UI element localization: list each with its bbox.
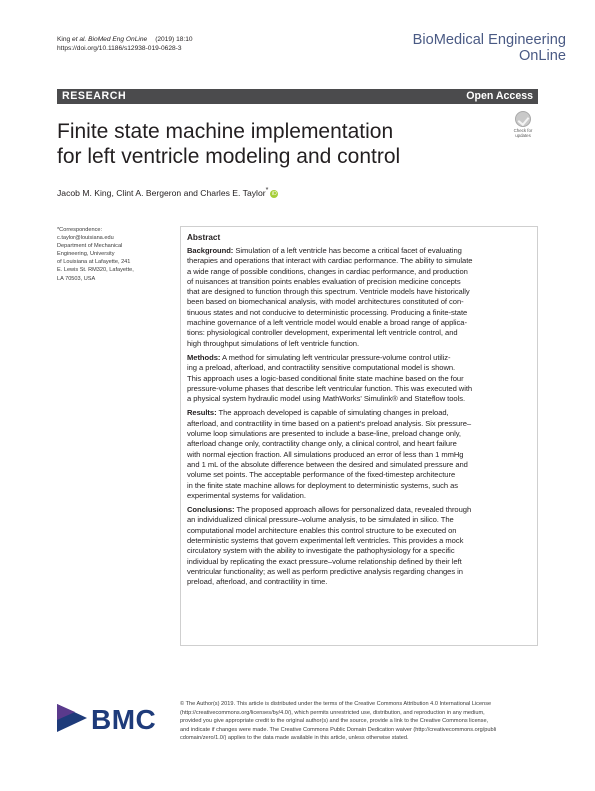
abstract-line [187, 308, 531, 318]
abstract-line [187, 297, 531, 307]
abstract-line-text: machine governance of a left ventricle model would enable a broad range of applica- [187, 318, 467, 328]
affiliation-line: Engineering, University [57, 251, 115, 258]
abstract-section-label: Methods: [187, 352, 221, 362]
abstract-line-text: ing a preload, afterload, and contractility sensitive computational model is shown. [187, 363, 456, 373]
abstract-line-text: ventricular functionality; as well as perform predictive analysis regarding changes in [187, 566, 463, 576]
author-list [57, 186, 278, 198]
license-line: and indicate if changes were made. The Creative Commons Public Domain Dedication waiver (http://creativecommons.org/publi [180, 726, 497, 733]
open-access-label: Open Access [466, 90, 533, 102]
abstract-line [187, 536, 531, 546]
abstract-line [187, 450, 531, 460]
journal-title [413, 32, 566, 64]
orcid-icon[interactable]: iD [272, 190, 277, 197]
check-for-updates-badge[interactable] [510, 111, 536, 139]
check-updates-icon [515, 111, 531, 127]
abstract-section-label: Conclusions: [187, 505, 235, 515]
abstract-section-methods [187, 353, 531, 404]
article-title [57, 119, 477, 169]
abstract-line [187, 363, 531, 373]
correspondence-label: *Correspondence: [57, 227, 103, 233]
journal-title-line-1: BioMedical Engineering [412, 32, 566, 48]
abstract-line-text: that are designed to function through this spectrum. Ventricle models have historically [187, 287, 470, 297]
journal-title-line-2: OnLine [518, 48, 566, 64]
abstract-line [187, 246, 531, 256]
abstract-line-text: computational model architecture enables this control structure to be executed on [187, 525, 457, 535]
abstract-line [187, 408, 531, 418]
abstract-line [187, 287, 531, 297]
abstract-section-label: Results: [187, 408, 217, 418]
citation-year: (2019) 18:10 [155, 36, 193, 43]
abstract-line [187, 557, 531, 567]
license-text [180, 700, 540, 743]
check-updates-line-1: Check for [513, 128, 533, 133]
abstract-section-conclusions [187, 505, 531, 587]
affiliation-line: of Louisiana at Lafayette, 241 [57, 259, 131, 266]
license-line: © The Author(s) 2019. This article is distributed under the terms of the Creative Commons Attribution 4.0 International License [180, 701, 492, 707]
abstract-line-text: an individualized clinical pressure–volume analysis, to be simulated in silico. The [187, 515, 454, 525]
abstract-line [187, 353, 531, 363]
abstract-section-results [187, 408, 531, 501]
bmc-logo-text: BMC [91, 704, 157, 735]
abstract-line-text: A method for simulating left ventricular pressure-volume control utiliz- [222, 352, 451, 362]
affiliation-line: Department of Mechanical [57, 243, 123, 250]
article-type-label: RESEARCH [62, 90, 127, 102]
article-title-line-1: Finite state machine implementation [57, 120, 394, 143]
check-updates-line-2: updates [515, 133, 531, 138]
abstract-section-background [187, 246, 531, 349]
abstract-line [187, 339, 531, 349]
license-line: (http://creativecommons.org/licenses/by/4.0/), which permits unrestricted use, distribution, and reproduction in any medium, [180, 709, 485, 716]
abstract-line [187, 318, 531, 328]
abstract-line [187, 374, 531, 384]
abstract-line [187, 460, 531, 470]
abstract-line [187, 384, 531, 394]
article-title-line-2: for left ventricle modeling and control [57, 145, 401, 168]
abstract-line [187, 439, 531, 449]
abstract-line-text: afterload change only, contractility change only, a clinical control, and heart failure [187, 439, 457, 449]
abstract-section-label: Background: [187, 246, 234, 255]
abstract-line-text: therapies and operations that interact with cardiac performance. The ability to simulate [187, 256, 473, 266]
abstract-line-text: and 1 mL of the absolute difference between the desired and simulated pressure and [187, 459, 468, 469]
abstract-line-text: with normal ejection fraction. All simulations produced an error of less than 1 mmHg [187, 449, 464, 459]
abstract-line [187, 328, 531, 338]
license-line: provided you give appropriate credit to the original author(s) and the source, provide a link to the Creative Commons license, [180, 718, 489, 725]
abstract-line [187, 481, 531, 491]
abstract-line-text: The approach developed is capable of simulating changes in preload, [218, 408, 449, 418]
abstract-line-text: This approach uses a logic-based conditional finite state machine based on the four [187, 373, 464, 383]
abstract-line-text: of nuisances at transition points enables evaluation of precision medicine concepts [187, 276, 461, 286]
abstract-line-text: experimental systems for validation. [187, 490, 306, 500]
check-updates-label [510, 128, 536, 138]
abstract-line-text: preload, afterload, and contractility in time. [187, 577, 328, 587]
correspondence-email[interactable]: c.taylor@louisiana.edu [57, 235, 114, 242]
abstract-line [187, 419, 531, 429]
abstract-line-text: circulatory system with the ability to investigate the pathophysiology for a specific [187, 546, 455, 556]
abstract-line-text: tinuous states and not conducive to deterministic processing. Producing a finite-state [187, 307, 468, 317]
abstract-line [187, 577, 531, 587]
citation-block [57, 35, 193, 53]
abstract-line [187, 505, 531, 515]
abstract-line [187, 546, 531, 556]
abstract-line [187, 491, 531, 501]
correspondence-block [57, 226, 177, 283]
citation-journal: et al. BioMed Eng OnLine [72, 36, 148, 43]
abstract-line [187, 470, 531, 480]
abstract-line-text: The proposed approach allows for personalized data, revealed through [236, 505, 472, 515]
abstract-heading: Abstract [187, 233, 221, 242]
affiliation-line: LA 70503, USA [57, 275, 96, 282]
abstract-line [187, 277, 531, 287]
abstract-line-text: a physical system hydraulic model using MathWorks' Simulink® and Stateflow tools. [187, 394, 466, 404]
abstract-line-text: been based on biomechanical analysis, with model architectures constituted of con- [187, 297, 464, 307]
abstract-line-text: volume loop simulations are presented to include a base-line, preload change only, [187, 429, 461, 439]
abstract-line [187, 429, 531, 439]
citation-line [57, 35, 193, 44]
abstract-line [187, 256, 531, 266]
abstract-box [180, 226, 538, 646]
abstract-line-text: deterministic systems that govern experimental left ventricles. This provides a mock [187, 536, 464, 546]
abstract-line [187, 267, 531, 277]
abstract-line-text: Simulation of a left ventricle has become a critical facet of evaluating [235, 246, 462, 255]
abstract-line-text: a wide range of possible conditions, changes in cardiac performance, and production [187, 266, 468, 276]
abstract-line-text: high throughput simulations of left ventricle function. [187, 338, 360, 348]
bmc-logo [57, 700, 169, 740]
corresponding-mark: * [265, 186, 269, 194]
citation-authors: King [57, 36, 73, 43]
abstract-line [187, 526, 531, 536]
author-names: Jacob M. King, Clint A. Bergeron and Charles E. Taylor [57, 187, 266, 198]
abstract-line [187, 394, 531, 404]
abstract-line-text: afterload, and contractility in time based on a patient's preload analysis. Six pressure– [187, 418, 472, 428]
abstract-line-text: individual by replicating the exact pressure–volume relationship defined by their left [187, 556, 462, 566]
abstract-line-text: volume set points. The acceptable performance of the fixed-timestep architecture [187, 470, 456, 480]
affiliation-line: E. Lewis St. RM320, Lafayette, [57, 267, 134, 274]
license-line: cdomain/zero/1.0/) applies to the data made available in this article, unless otherwise stated. [180, 735, 409, 742]
abstract-line-text: in the finite state machine allows for deployment to deterministic systems, such as [187, 480, 459, 490]
abstract-sections [187, 246, 531, 588]
abstract-line-text: pressure-volume phases that describe left ventricular function. This was executed with [187, 383, 473, 393]
article-type-banner [57, 89, 538, 104]
abstract-line [187, 515, 531, 525]
abstract-line-text: tions: physiological controller development, experimental left ventricle control, and [187, 328, 458, 338]
abstract-line [187, 567, 531, 577]
bmc-logo-icon [57, 700, 91, 732]
doi-link[interactable]: https://doi.org/10.1186/s12938-019-0628-3 [57, 45, 182, 52]
